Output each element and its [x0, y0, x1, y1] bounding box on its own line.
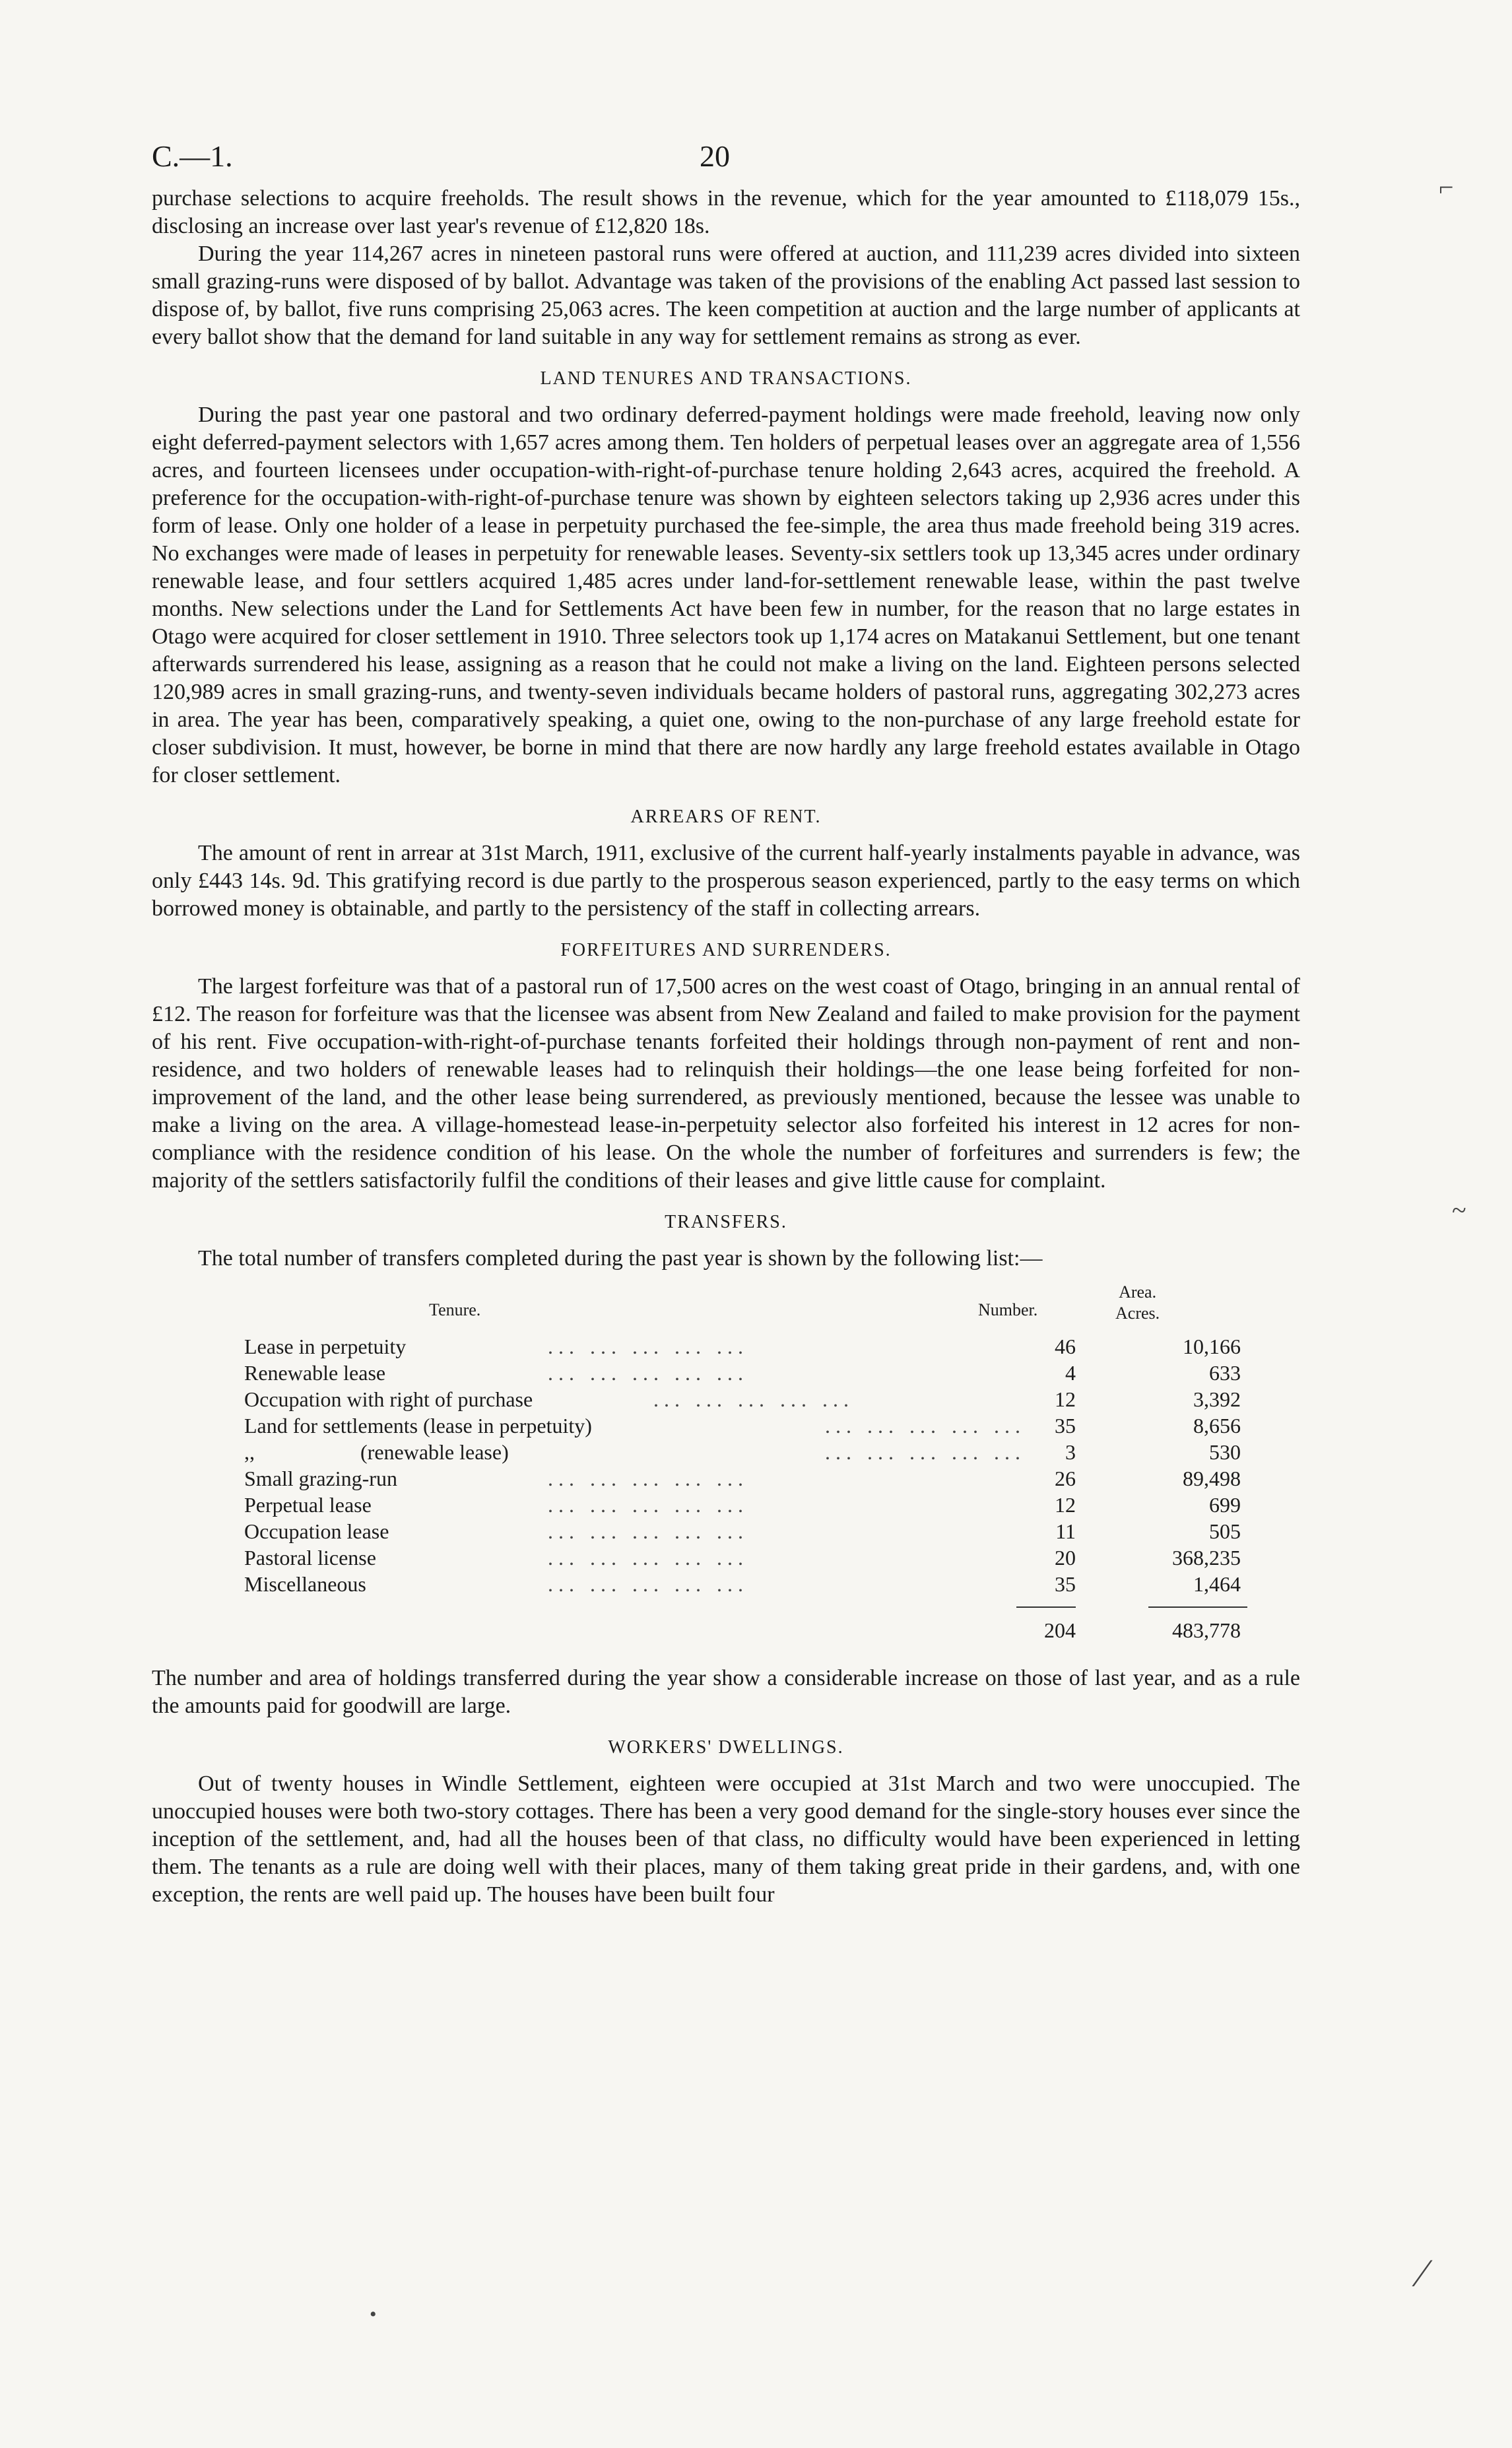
table-row	[244, 1493, 1287, 1519]
row-number: 3	[1065, 1440, 1076, 1464]
paragraph-forfeitures: The largest forfeiture was that of a pastoral run of 17,500 acres on the west coast of Otago, bringing in an annual rental of £12. The reason for forfeiture was that the licensee was absent from New Zealand and failed to make provision for the payment of his rent. Five occupation-with-right-of-purchase tenants forfeited their holdings through non-payment of rent and non-residence, and two holders of renewable leases had to relinquish their holdings—the one lease being forfeited for non-improvement of the land, and the other lease being surrendered, as previously mentioned, because the lessee was unable to make a living on the area. A village-homestead lease-in-perpetuity selector also forfeited his interest in 12 acres for non-compliance with the residence condition of his lease. On the whole the number of forfeitures and surrenders is few; the majority of the settlers satisfactorily fulfil the conditions of their leases and give little cause for complaint.	[152, 974, 1300, 1193]
dot-leader: ... ... ... ... ...	[548, 1572, 748, 1596]
row-tenure: Miscellaneous	[244, 1572, 366, 1596]
scan-mark: ~	[1452, 1195, 1466, 1225]
row-area: 10,166	[1183, 1335, 1241, 1358]
row-tenure: Occupation lease	[244, 1519, 389, 1543]
row-number: 11	[1055, 1519, 1076, 1543]
table-row	[244, 1467, 1287, 1493]
row-tenure: Lease in perpetuity	[244, 1335, 407, 1358]
total-rule-area	[1148, 1606, 1247, 1608]
paragraph-arrears: The amount of rent in arrear at 31st March, 1911, exclusive of the current half-yearly instalments payable in advance, was only £443 14s. 9d. This gratifying record is due partly to the prosperous season experienced, partly to the easy terms on which borrowed money is obtainable, and partly to the persistency of the staff in collecting arrears.	[152, 841, 1300, 921]
dot-leader: ... ... ... ... ...	[548, 1493, 748, 1517]
heading-transfers: TRANSFERS.	[665, 1212, 787, 1232]
table-header-area	[1115, 1282, 1160, 1324]
table-row	[244, 1546, 1287, 1572]
row-number: 4	[1065, 1361, 1076, 1385]
row-number: 12	[1055, 1387, 1076, 1411]
table-row	[244, 1414, 1287, 1440]
row-number: 46	[1055, 1335, 1076, 1358]
dot-leader: ... ... ... ... ...	[548, 1335, 748, 1358]
heading-workers-dwellings: WORKERS' DWELLINGS.	[608, 1737, 844, 1758]
paragraph-pastoral-runs: During the year 114,267 acres in nineteen pastoral runs were offered at auction, and 111,239 acres divided into sixteen small grazing-runs were disposed of by ballot. Advantage was taken of the provisions of the enabling Act passed last session to dispose of, by ballot, five runs comprising 25,063 acres. The keen competition at auction and the large number of applicants at every ballot show that the demand for land suitable in any way for settlement remains as strong as ever.	[152, 242, 1300, 349]
row-area: 89,498	[1183, 1467, 1241, 1490]
page-number: 20	[700, 139, 730, 173]
table-header-area-line1: Area.	[1119, 1282, 1157, 1302]
dot-leader: ... ... ... ... ...	[548, 1546, 748, 1570]
row-area: 505	[1209, 1519, 1241, 1543]
table-header-number: Number.	[978, 1300, 1038, 1319]
table-header-tenure: Tenure.	[429, 1300, 481, 1319]
table-row	[244, 1387, 1287, 1414]
row-tenure: Small grazing-run	[244, 1467, 397, 1490]
row-tenure: Pastoral license	[244, 1546, 376, 1570]
row-area: 3,392	[1193, 1387, 1241, 1411]
dot-leader: ... ... ... ... ...	[548, 1467, 748, 1490]
dot-leader: ... ... ... ... ...	[548, 1361, 748, 1385]
heading-forfeitures: FORFEITURES AND SURRENDERS.	[560, 940, 892, 960]
scan-mark: ⁄	[1419, 2251, 1426, 2295]
table-header-area-line2: Acres.	[1115, 1304, 1160, 1323]
total-area: 483,778	[1172, 1618, 1241, 1642]
document-page	[152, 132, 1300, 1909]
row-number: 35	[1055, 1414, 1076, 1438]
total-rule-number	[1016, 1606, 1076, 1608]
row-number: 12	[1055, 1493, 1076, 1517]
dot-leader: ... ... ... ... ...	[825, 1440, 1026, 1464]
page-header	[152, 132, 1300, 185]
row-area: 530	[1209, 1440, 1241, 1464]
table-row	[244, 1335, 1287, 1361]
scan-mark: •	[370, 2303, 377, 2325]
scan-mark: ⌐	[1439, 172, 1454, 202]
row-tenure: Perpetual lease	[244, 1493, 372, 1517]
heading-arrears: ARREARS OF RENT.	[630, 807, 822, 827]
paragraph-land-tenures: During the past year one pastoral and two ordinary deferred-payment holdings were made freehold, leaving now only eight deferred-payment selectors with 1,657 acres among them. Ten holders of perpetual leases over an aggregate area of 1,556 acres, and fourteen licensees under occupation-with-right-of-purchase tenure holding 2,643 acres, acquired the freehold. A preference for the occupation-with-right-of-purchase tenure was shown by eighteen selectors taking up 2,936 acres under this form of lease. Only one holder of a lease in perpetuity purchased the fee-simple, the area thus made freehold being 319 acres. No exchanges were made of leases in perpetuity for renewable leases. Seventy-six settlers took up 13,345 acres under ordinary renewable lease, and four settlers acquired 1,485 acres under land-for-settlement renewable lease, within the past twelve months. New selections under the Land for Settlements Act have been few in number, for the reason that no large estates in Otago were acquired for closer settlement in 1910. Three selectors took up 1,174 acres on Matakanui Settlement, but one tenant afterwards surrendered his lease, assigning as a reason that he could not make a living on the land. Eighteen persons selected 120,989 acres in small grazing-runs, and twenty-seven individuals became holders of pastoral runs, aggregating 302,273 acres in area. The year has been, comparatively speaking, a quiet one, owing to the non-purchase of any large freehold estate for closer subdivision. It must, however, be borne in mind that there are now hardly any large freehold estates available in Otago for closer settlement.	[152, 403, 1300, 787]
row-tenure: ,, (renewable lease)	[244, 1440, 509, 1464]
row-area: 8,656	[1193, 1414, 1241, 1438]
row-area: 1,464	[1193, 1572, 1241, 1596]
table-row	[244, 1440, 1287, 1467]
row-area: 633	[1209, 1361, 1241, 1385]
row-area: 699	[1209, 1493, 1241, 1517]
row-area: 368,235	[1172, 1546, 1241, 1570]
row-tenure: Renewable lease	[244, 1361, 386, 1385]
row-tenure: Occupation with right of purchase	[244, 1387, 533, 1411]
paragraph-continuation: purchase selections to acquire freeholds. The result shows in the revenue, which for the year amounted to £118,079 15s., disclosing an increase over last year's revenue of £12,820 18s.	[152, 186, 1300, 238]
row-number: 26	[1055, 1467, 1076, 1490]
table-row	[244, 1572, 1287, 1599]
row-number: 20	[1055, 1546, 1076, 1570]
transfers-table	[152, 1282, 1300, 1651]
paragraph-workers-dwellings: Out of twenty houses in Windle Settlement, eighteen were occupied at 31st March and two were unoccupied. The unoccupied houses were both two-story cottages. There has been a very good demand for the single-story houses ever since the inception of the settlement, and, had all the houses been of that class, no difficulty would have been experienced in letting them. The tenants as a rule are doing well with their places, many of them taking great pride in their gardens, and, with one exception, the rents are well paid up. The houses have been built four	[152, 1771, 1300, 1907]
row-number: 35	[1055, 1572, 1076, 1596]
paragraph-transfers-after: The number and area of holdings transferred during the year show a considerable increase on those of last year, and as a rule the amounts paid for goodwill are large.	[152, 1666, 1300, 1718]
document-code: C.—1.	[152, 139, 233, 173]
paragraph-transfers-intro: The total number of transfers completed during the past year is shown by the following list:—	[198, 1246, 1043, 1271]
dot-leader: ... ... ... ... ...	[548, 1519, 748, 1543]
table-row	[244, 1361, 1287, 1387]
dot-leader: ... ... ... ... ...	[825, 1414, 1026, 1438]
row-tenure: Land for settlements (lease in perpetuity)	[244, 1414, 592, 1438]
heading-land-tenures: LAND TENURES AND TRANSACTIONS.	[540, 368, 912, 389]
total-number: 204	[1044, 1618, 1076, 1642]
table-row	[244, 1519, 1287, 1546]
dot-leader: ... ... ... ... ...	[653, 1387, 854, 1411]
